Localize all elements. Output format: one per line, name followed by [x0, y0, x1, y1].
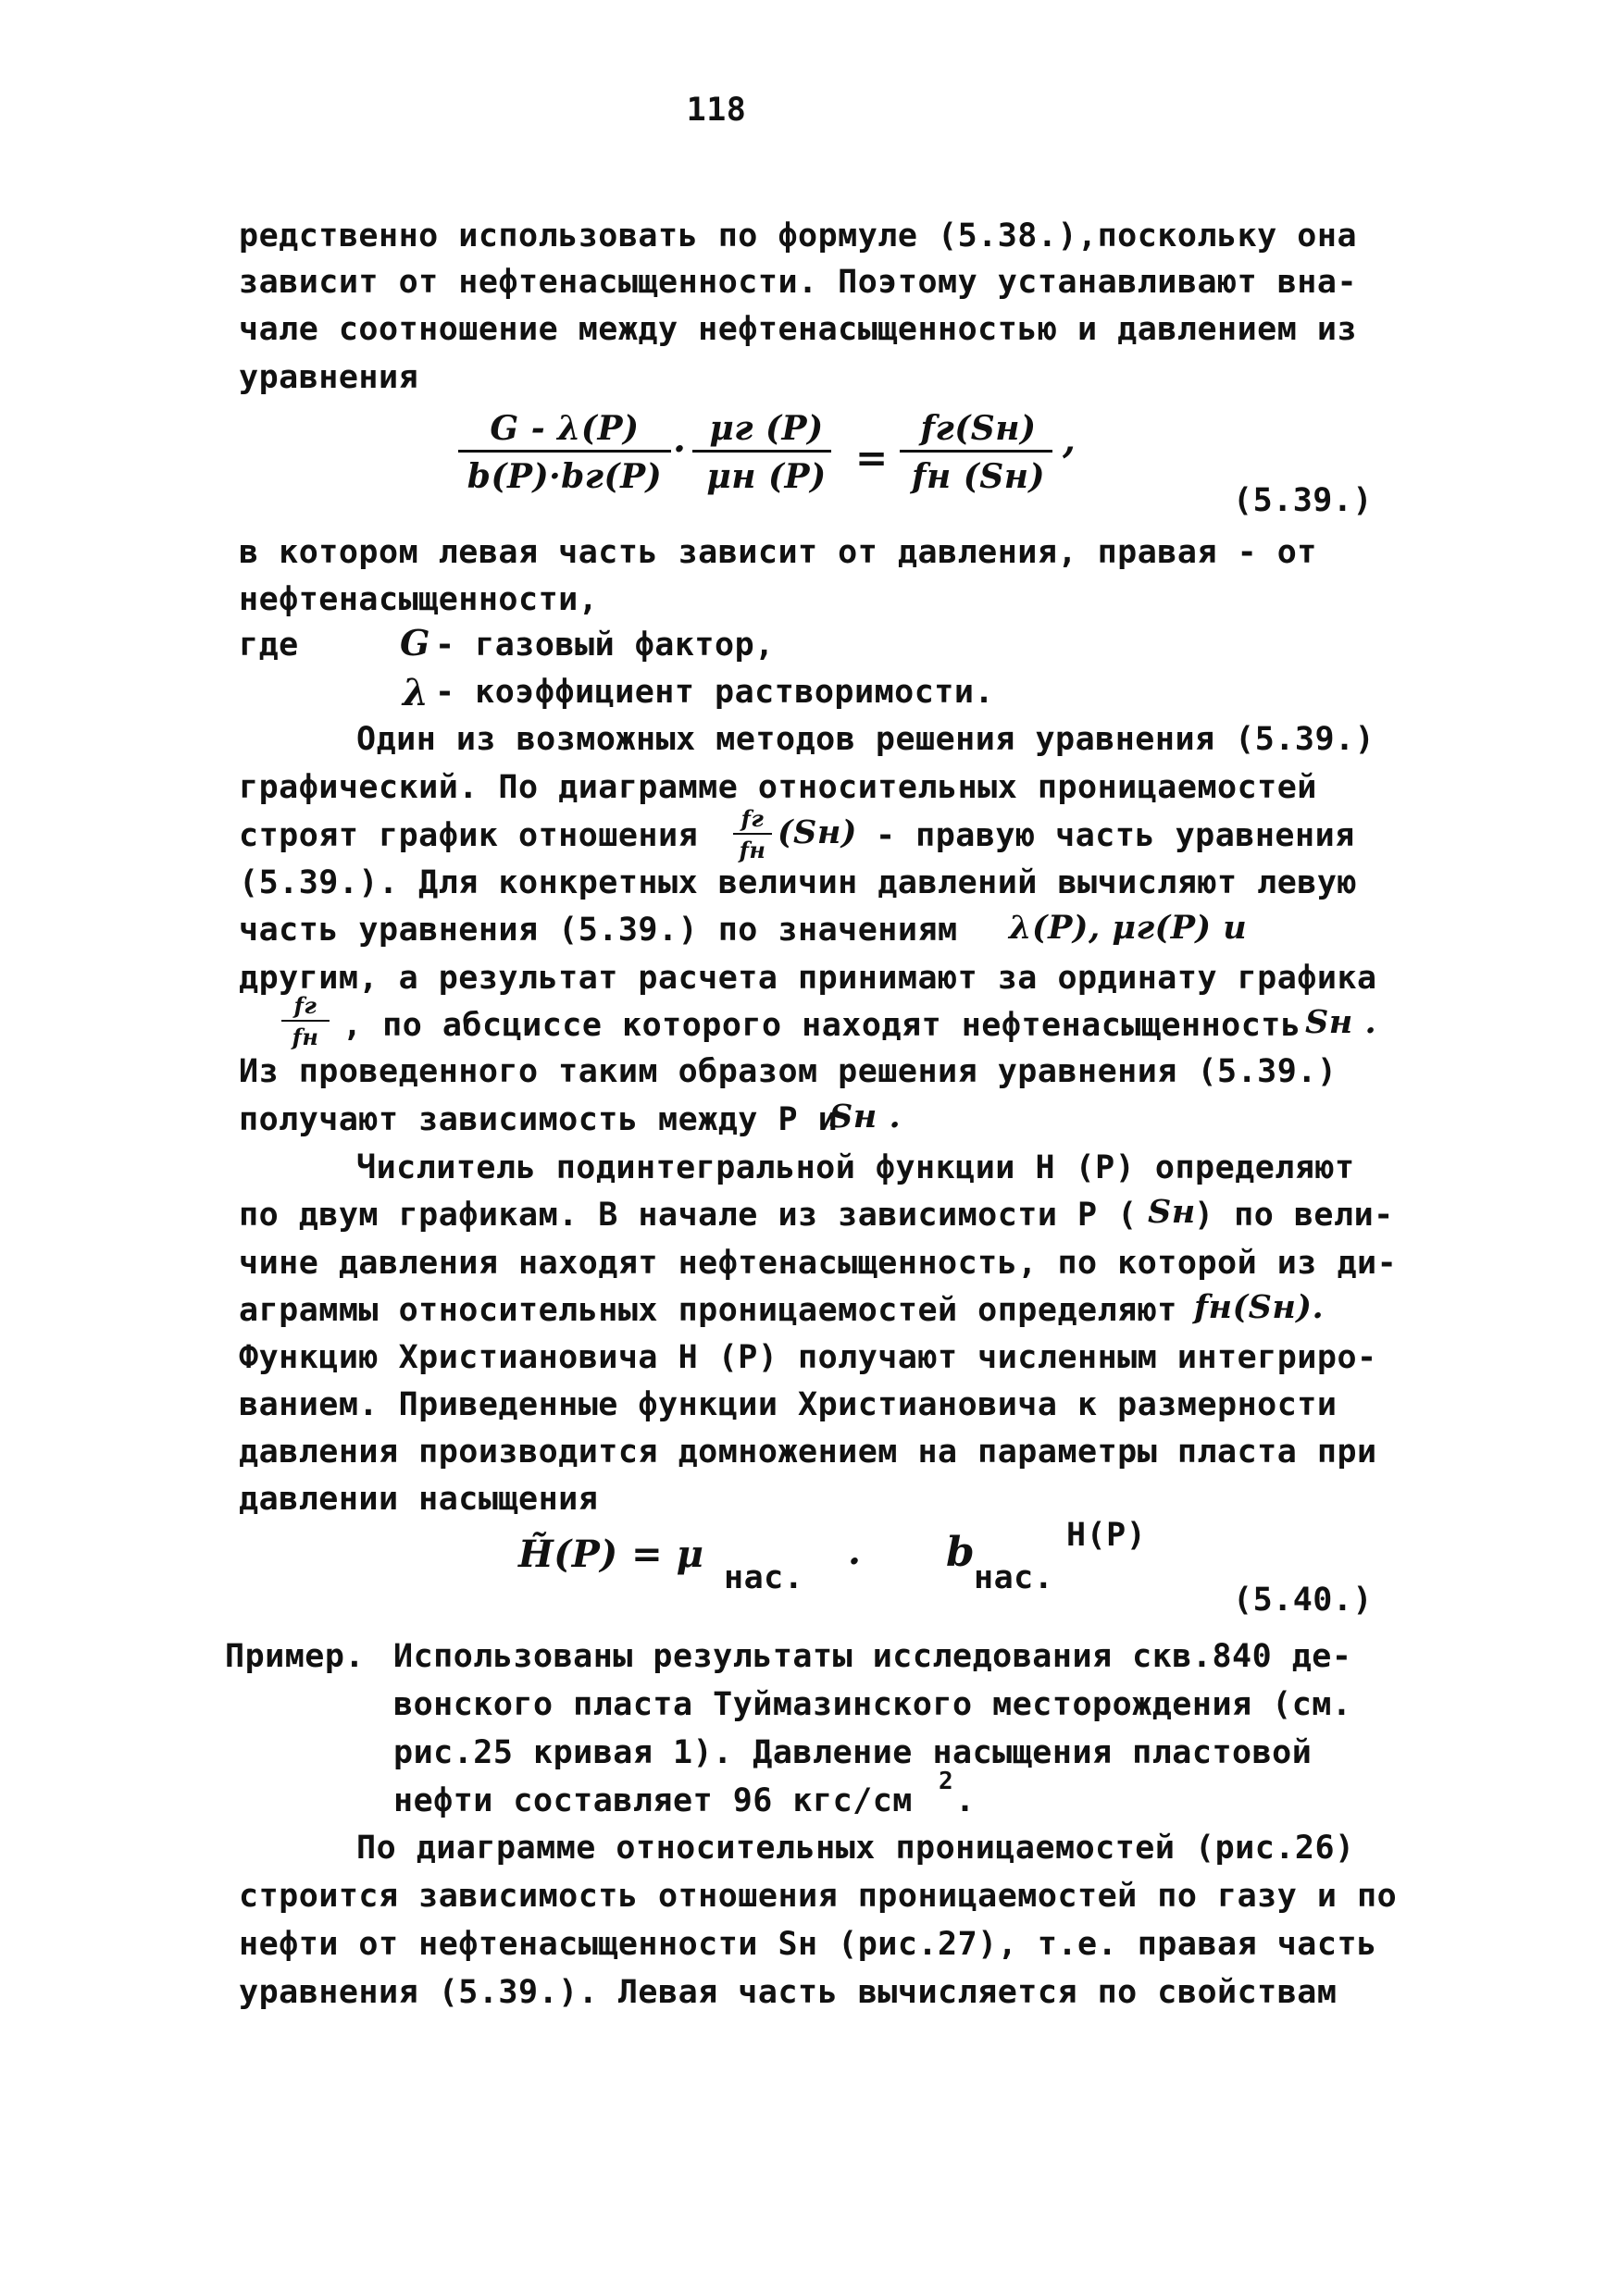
- definition-symbol: λ: [403, 671, 429, 714]
- text-line: рис.25 кривая 1). Давление насыщения пластовой: [393, 1734, 1313, 1771]
- fraction-denominator: fн: [292, 1024, 319, 1050]
- fraction-bar: [692, 450, 831, 453]
- fraction-bar: [281, 1020, 330, 1022]
- fraction-numerator: G - λ(P): [490, 409, 640, 448]
- equation-label: (5.40.): [1233, 1582, 1374, 1619]
- text-line: .: [955, 1782, 976, 1819]
- inline-math: fн(Sн).: [1194, 1288, 1325, 1326]
- text-line: По диаграмме относительных проницаемостей (рис.26): [356, 1830, 1355, 1867]
- text-line: графический. По диаграмме относительных проницаемостей: [239, 769, 1317, 806]
- text-line: давлении насыщения: [239, 1481, 599, 1518]
- fraction-bar: [900, 450, 1052, 453]
- fraction-bar: [458, 450, 671, 453]
- inline-math: Sн .: [829, 1098, 902, 1136]
- superscript: 2: [939, 1768, 954, 1795]
- eq539-fraction-1: [458, 403, 671, 505]
- text-line: где: [239, 627, 299, 664]
- equation-label: (5.39.): [1233, 482, 1374, 519]
- eq539-fraction-3: [900, 403, 1057, 505]
- text-line: в котором левая часть зависит от давления, правая - от: [239, 534, 1317, 571]
- eq540-b: b: [946, 1529, 976, 1576]
- inline-math: Sн: [1148, 1193, 1196, 1231]
- text-line: чине давления находят нефтенасыщенность, по которой из ди-: [239, 1245, 1398, 1282]
- text-line: аграммы относительных проницаемостей определяют: [239, 1292, 1177, 1329]
- fraction-denominator: μн (P): [706, 457, 827, 496]
- text-line: вонского пласта Туймазинского месторождения (см.: [393, 1686, 1352, 1723]
- text-line: другим, а результат расчета принимают за ординату графика: [239, 960, 1377, 997]
- page-number: 118: [686, 92, 747, 129]
- example-heading: Пример.: [225, 1638, 366, 1675]
- text-line: строится зависимость отношения проницаемостей по газу и по: [239, 1878, 1398, 1915]
- fraction-denominator: b(P)·bг(P): [467, 457, 663, 496]
- text-line: , по абсциссе которого находят нефтенасыщенность: [342, 1007, 1301, 1044]
- text-line: получают зависимость между Р и: [239, 1101, 839, 1138]
- eq539-dot: .: [673, 417, 687, 461]
- eq540-lhs: H̃(P) = μ: [518, 1533, 704, 1576]
- text-line: нефти от нефтенасыщенности Sн (рис.27), т.е. правая часть: [239, 1926, 1377, 1963]
- eq540-subscript: нас.: [974, 1559, 1054, 1596]
- fraction-numerator: fг: [741, 805, 765, 832]
- text-line: по двум графикам. В начале из зависимости Р (: [239, 1197, 1138, 1234]
- eq540-superscript: H(P): [1066, 1517, 1147, 1554]
- text-line: давления производится домножением на параметры пласта при: [239, 1433, 1377, 1471]
- text-line: редственно использовать по формуле (5.38.),поскольку она: [239, 217, 1358, 254]
- text-line: уравнения: [239, 359, 419, 396]
- fraction-numerator: fг(Sн): [920, 409, 1037, 448]
- fraction-numerator: fг: [293, 992, 317, 1019]
- text-line: Использованы результаты исследования скв.840 де-: [393, 1638, 1352, 1675]
- fraction-numerator: μг (P): [709, 409, 824, 448]
- text-line: (5.39.). Для конкретных величин давлений вычисляют левую: [239, 864, 1358, 901]
- text-line: Один из возможных методов решения уравнения (5.39.): [356, 721, 1375, 758]
- inline-fraction: [729, 805, 776, 870]
- definition-symbol: G: [400, 622, 430, 664]
- text-line: - коэффициент растворимости.: [435, 674, 995, 711]
- text-line: ванием. Приведенные функции Христиановича к размерности: [239, 1386, 1338, 1423]
- eq539-comma: ,: [1063, 418, 1077, 462]
- eq540-dot: ·: [848, 1540, 862, 1583]
- text-line: уравнения (5.39.). Левая часть вычисляется по свойствам: [239, 1974, 1338, 2011]
- fraction-argument: (Sн): [778, 813, 857, 851]
- text-line: нефтенасыщенности,: [239, 581, 599, 618]
- text-line: - правую часть уравнения: [876, 817, 1355, 854]
- fraction-denominator: fн (Sн): [911, 457, 1046, 496]
- text-line: часть уравнения (5.39.) по значениям: [239, 912, 958, 949]
- eq539-equals: =: [855, 435, 889, 480]
- text-line: ) по вели-: [1194, 1197, 1394, 1234]
- fraction-bar: [733, 833, 772, 835]
- text-line: строят график отношения: [239, 817, 699, 854]
- inline-math: Sн .: [1305, 1003, 1377, 1041]
- eq539-fraction-2: [692, 403, 840, 505]
- inline-fraction: [278, 992, 333, 1059]
- text-line: чале соотношение между нефтенасыщенностью и давлением из: [239, 311, 1358, 348]
- text-line: - газовый фактор,: [435, 627, 775, 664]
- fraction-denominator: fн: [739, 837, 766, 863]
- text-line: Из проведенного таким образом решения уравнения (5.39.): [239, 1053, 1338, 1090]
- text-line: Функцию Христиановича Н (Р) получают численным интегриро-: [239, 1339, 1377, 1376]
- text-line: зависит от нефтенасыщенности. Поэтому устанавливают вна-: [239, 264, 1358, 301]
- text-line: нефти составляет 96 кгс/см: [393, 1782, 913, 1819]
- text-line: Числитель подинтегральной функции Н (Р) определяют: [356, 1149, 1355, 1186]
- eq540-subscript: нас.: [724, 1559, 804, 1596]
- inline-math: λ(P), μг(P) и: [1009, 909, 1248, 947]
